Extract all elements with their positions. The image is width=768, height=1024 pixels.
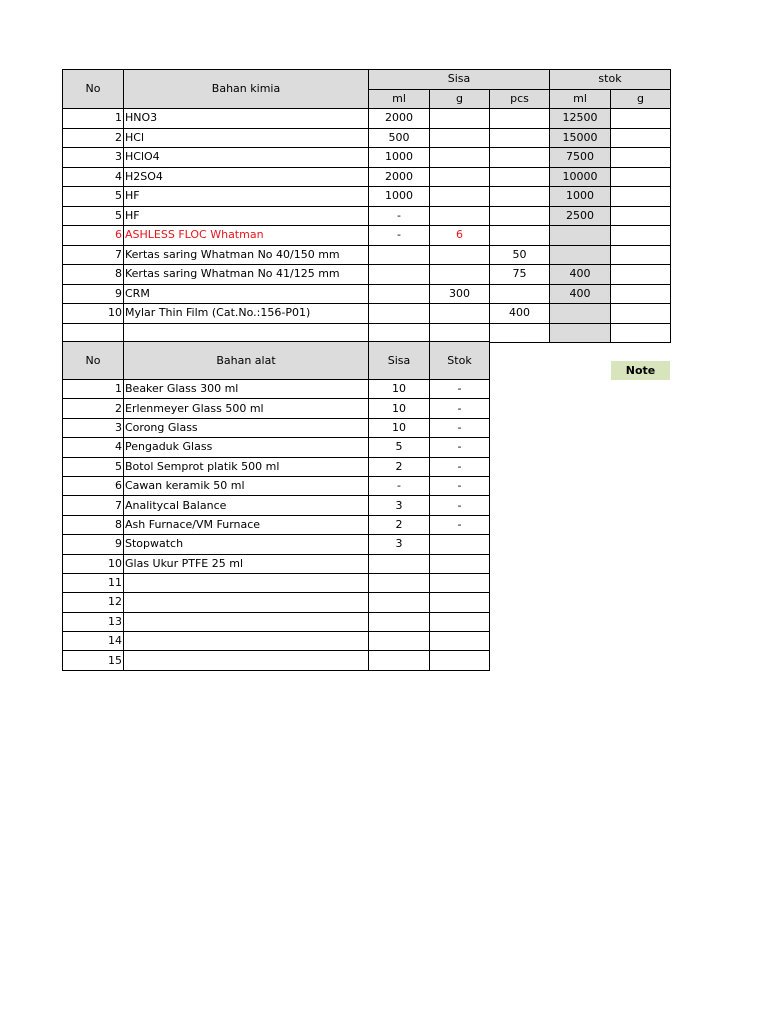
cell-bahan-kimia[interactable]: H2SO4: [124, 167, 369, 187]
table-row: [63, 380, 490, 399]
cell-sisa-g[interactable]: [430, 109, 490, 129]
cell-sisa[interactable]: 3: [369, 496, 430, 515]
cell-sisa-ml[interactable]: [369, 304, 430, 324]
cell-no[interactable]: 5: [63, 206, 124, 226]
cell-sisa-pcs[interactable]: [490, 167, 550, 187]
bahan-alat-rows: [63, 380, 490, 671]
cell-stok-g[interactable]: [611, 167, 671, 187]
cell-bahan-alat[interactable]: Erlenmeyer Glass 500 ml: [124, 399, 369, 418]
bahan-alat-table-wrap: [62, 341, 490, 671]
cell-sisa[interactable]: 2: [369, 515, 430, 534]
cell-stok[interactable]: [430, 612, 490, 631]
cell-sisa-g[interactable]: [430, 167, 490, 187]
cell-sisa-pcs[interactable]: [490, 226, 550, 246]
cell-sisa-ml[interactable]: 2000: [369, 109, 430, 129]
cell-stok-ml[interactable]: [550, 226, 611, 246]
cell-bahan-kimia[interactable]: Mylar Thin Film (Cat.No.:156-P01): [124, 304, 369, 324]
cell-sisa-g[interactable]: [430, 128, 490, 148]
cell-sisa[interactable]: 10: [369, 418, 430, 437]
table-row: [63, 651, 490, 670]
cell-stok[interactable]: [430, 554, 490, 573]
cell-sisa-ml[interactable]: [369, 323, 430, 343]
cell-sisa[interactable]: 10: [369, 380, 430, 399]
cell-stok-g[interactable]: [611, 109, 671, 129]
cell-sisa[interactable]: [369, 573, 430, 592]
cell-stok[interactable]: -: [430, 457, 490, 476]
bahan-kimia-table-wrap: [62, 69, 671, 343]
cell-sisa[interactable]: [369, 612, 430, 631]
cell-no[interactable]: 14: [63, 632, 124, 651]
cell-sisa-ml[interactable]: 500: [369, 128, 430, 148]
cell-no[interactable]: 3: [63, 148, 124, 168]
cell-bahan-kimia[interactable]: CRM: [124, 284, 369, 304]
col-header-no[interactable]: No: [63, 342, 124, 380]
table-row: [63, 109, 671, 129]
cell-sisa[interactable]: -: [369, 476, 430, 495]
cell-bahan-alat[interactable]: Beaker Glass 300 ml: [124, 380, 369, 399]
table-row: [63, 593, 490, 612]
cell-sisa-g[interactable]: [430, 245, 490, 265]
cell-sisa[interactable]: [369, 632, 430, 651]
table-row: [63, 573, 490, 592]
cell-stok-ml[interactable]: [550, 304, 611, 324]
cell-sisa[interactable]: [369, 651, 430, 670]
table-row: [63, 226, 671, 246]
table-row: [63, 304, 671, 324]
table-row: [63, 187, 671, 207]
cell-stok-g[interactable]: [611, 148, 671, 168]
bahan-kimia-table: [62, 69, 671, 343]
cell-sisa-pcs[interactable]: [490, 323, 550, 343]
cell-no[interactable]: 2: [63, 399, 124, 418]
cell-sisa-ml[interactable]: 2000: [369, 167, 430, 187]
table-row: [63, 323, 671, 343]
cell-stok-g[interactable]: [611, 187, 671, 207]
cell-stok[interactable]: [430, 651, 490, 670]
cell-sisa-g[interactable]: [430, 304, 490, 324]
cell-bahan-kimia[interactable]: Kertas saring Whatman No 41/125 mm: [124, 265, 369, 285]
table-row: [63, 265, 671, 285]
cell-stok[interactable]: [430, 632, 490, 651]
col-header-sisa-g[interactable]: g: [430, 89, 490, 109]
table-row: [63, 554, 490, 573]
cell-stok-ml[interactable]: [550, 323, 611, 343]
cell-no[interactable]: 11: [63, 573, 124, 592]
cell-stok-ml[interactable]: 1000: [550, 187, 611, 207]
cell-stok[interactable]: -: [430, 399, 490, 418]
cell-sisa-g[interactable]: [430, 265, 490, 285]
cell-sisa-ml[interactable]: [369, 245, 430, 265]
cell-sisa-ml[interactable]: -: [369, 206, 430, 226]
cell-sisa-g[interactable]: 6: [430, 226, 490, 246]
table-row: [63, 418, 490, 437]
cell-bahan-kimia[interactable]: HClO4: [124, 148, 369, 168]
bahan-alat-table: [62, 341, 490, 671]
cell-sisa-pcs[interactable]: [490, 148, 550, 168]
cell-sisa-pcs[interactable]: 400: [490, 304, 550, 324]
cell-sisa-pcs[interactable]: [490, 187, 550, 207]
cell-no[interactable]: 13: [63, 612, 124, 631]
cell-sisa-ml[interactable]: [369, 284, 430, 304]
cell-stok[interactable]: -: [430, 496, 490, 515]
cell-no[interactable]: 10: [63, 304, 124, 324]
cell-no[interactable]: 8: [63, 515, 124, 534]
cell-stok-g[interactable]: [611, 265, 671, 285]
table-row: [63, 457, 490, 476]
cell-stok[interactable]: -: [430, 418, 490, 437]
cell-stok-g[interactable]: [611, 323, 671, 343]
table-row: [63, 284, 671, 304]
cell-stok-g[interactable]: [611, 304, 671, 324]
cell-no[interactable]: [63, 323, 124, 343]
cell-stok[interactable]: -: [430, 438, 490, 457]
table-row: [63, 476, 490, 495]
table-row: [63, 206, 671, 226]
cell-stok-ml[interactable]: 15000: [550, 128, 611, 148]
cell-stok[interactable]: -: [430, 515, 490, 534]
cell-stok-ml[interactable]: 2500: [550, 206, 611, 226]
table-row: [63, 148, 671, 168]
cell-bahan-kimia[interactable]: [124, 323, 369, 343]
cell-sisa[interactable]: 10: [369, 399, 430, 418]
cell-bahan-alat[interactable]: Botol Semprot platik 500 ml: [124, 457, 369, 476]
col-header-sisa-ml[interactable]: ml: [369, 89, 430, 109]
cell-stok-ml[interactable]: 7500: [550, 148, 611, 168]
cell-no[interactable]: 9: [63, 535, 124, 554]
table-row: [63, 535, 490, 554]
cell-sisa-pcs[interactable]: [490, 109, 550, 129]
cell-sisa-pcs[interactable]: [490, 206, 550, 226]
cell-sisa-g[interactable]: 300: [430, 284, 490, 304]
cell-stok[interactable]: -: [430, 380, 490, 399]
bahan-kimia-rows: [63, 109, 671, 343]
cell-no[interactable]: 4: [63, 438, 124, 457]
col-header-sisa[interactable]: Sisa: [369, 342, 430, 380]
cell-no[interactable]: 7: [63, 245, 124, 265]
cell-sisa-pcs[interactable]: [490, 128, 550, 148]
cell-no[interactable]: 2: [63, 128, 124, 148]
table-row: [63, 438, 490, 457]
cell-no[interactable]: 4: [63, 167, 124, 187]
table-row: [63, 399, 490, 418]
cell-bahan-alat[interactable]: [124, 632, 369, 651]
cell-sisa[interactable]: 2: [369, 457, 430, 476]
table-row: [63, 632, 490, 651]
cell-bahan-kimia[interactable]: HF: [124, 187, 369, 207]
cell-bahan-kimia[interactable]: ASHLESS FLOC Whatman: [124, 226, 369, 246]
cell-bahan-alat[interactable]: [124, 593, 369, 612]
cell-bahan-kimia[interactable]: HF: [124, 206, 369, 226]
cell-no[interactable]: 5: [63, 457, 124, 476]
cell-no[interactable]: 15: [63, 651, 124, 670]
cell-sisa-ml[interactable]: [369, 265, 430, 285]
col-header-sisa[interactable]: Sisa: [369, 70, 550, 90]
cell-bahan-alat[interactable]: [124, 612, 369, 631]
cell-no[interactable]: 1: [63, 109, 124, 129]
cell-stok-ml[interactable]: 400: [550, 284, 611, 304]
cell-bahan-alat[interactable]: Glas Ukur PTFE 25 ml: [124, 554, 369, 573]
cell-sisa[interactable]: [369, 593, 430, 612]
table-row: [63, 496, 490, 515]
col-header-stok[interactable]: stok: [550, 70, 671, 90]
cell-no[interactable]: 7: [63, 496, 124, 515]
cell-stok-ml[interactable]: 12500: [550, 109, 611, 129]
cell-bahan-kimia[interactable]: HNO3: [124, 109, 369, 129]
cell-bahan-kimia[interactable]: Kertas saring Whatman No 40/150 mm: [124, 245, 369, 265]
cell-no[interactable]: 6: [63, 476, 124, 495]
cell-stok-g[interactable]: [611, 206, 671, 226]
cell-sisa-ml[interactable]: 1000: [369, 187, 430, 207]
note-cell[interactable]: Note: [611, 361, 670, 380]
cell-sisa-g[interactable]: [430, 323, 490, 343]
cell-stok-ml[interactable]: 10000: [550, 167, 611, 187]
table-row: [63, 167, 671, 187]
cell-stok[interactable]: [430, 573, 490, 592]
table-row: [63, 612, 490, 631]
cell-no[interactable]: 8: [63, 265, 124, 285]
cell-stok-g[interactable]: [611, 284, 671, 304]
cell-stok[interactable]: [430, 535, 490, 554]
cell-sisa-pcs[interactable]: [490, 284, 550, 304]
col-header-sisa-pcs[interactable]: pcs: [490, 89, 550, 109]
table-row: [63, 128, 671, 148]
cell-stok-g[interactable]: [611, 128, 671, 148]
cell-sisa-pcs[interactable]: 50: [490, 245, 550, 265]
cell-bahan-alat[interactable]: Analitycal Balance: [124, 496, 369, 515]
cell-bahan-alat[interactable]: Ash Furnace/VM Furnace: [124, 515, 369, 534]
cell-sisa-g[interactable]: [430, 206, 490, 226]
cell-no[interactable]: 5: [63, 187, 124, 207]
cell-no[interactable]: 6: [63, 226, 124, 246]
cell-bahan-alat[interactable]: Pengaduk Glass: [124, 438, 369, 457]
cell-stok-g[interactable]: [611, 245, 671, 265]
cell-stok[interactable]: -: [430, 476, 490, 495]
cell-sisa-ml[interactable]: 1000: [369, 148, 430, 168]
cell-no[interactable]: 10: [63, 554, 124, 573]
cell-sisa-pcs[interactable]: 75: [490, 265, 550, 285]
cell-sisa-ml[interactable]: -: [369, 226, 430, 246]
table-row: [63, 245, 671, 265]
cell-sisa[interactable]: 5: [369, 438, 430, 457]
cell-no[interactable]: 12: [63, 593, 124, 612]
col-header-stok-g[interactable]: g: [611, 89, 671, 109]
cell-bahan-alat[interactable]: [124, 573, 369, 592]
cell-no[interactable]: 1: [63, 380, 124, 399]
cell-stok-g[interactable]: [611, 226, 671, 246]
col-header-bahan-alat[interactable]: Bahan alat: [124, 342, 369, 380]
col-header-bahan-kimia[interactable]: Bahan kimia: [124, 70, 369, 109]
cell-stok[interactable]: [430, 593, 490, 612]
cell-bahan-alat[interactable]: Corong Glass: [124, 418, 369, 437]
cell-stok-ml[interactable]: [550, 245, 611, 265]
cell-bahan-alat[interactable]: [124, 651, 369, 670]
cell-bahan-kimia[interactable]: HCl: [124, 128, 369, 148]
cell-bahan-alat[interactable]: Cawan keramik 50 ml: [124, 476, 369, 495]
cell-sisa-g[interactable]: [430, 148, 490, 168]
col-header-stok[interactable]: Stok: [430, 342, 490, 380]
cell-no[interactable]: 3: [63, 418, 124, 437]
col-header-stok-ml[interactable]: ml: [550, 89, 611, 109]
cell-sisa-g[interactable]: [430, 187, 490, 207]
table-row: [63, 515, 490, 534]
cell-sisa[interactable]: [369, 554, 430, 573]
cell-no[interactable]: 9: [63, 284, 124, 304]
col-header-no[interactable]: No: [63, 70, 124, 109]
cell-stok-ml[interactable]: 400: [550, 265, 611, 285]
cell-sisa[interactable]: 3: [369, 535, 430, 554]
cell-bahan-alat[interactable]: Stopwatch: [124, 535, 369, 554]
